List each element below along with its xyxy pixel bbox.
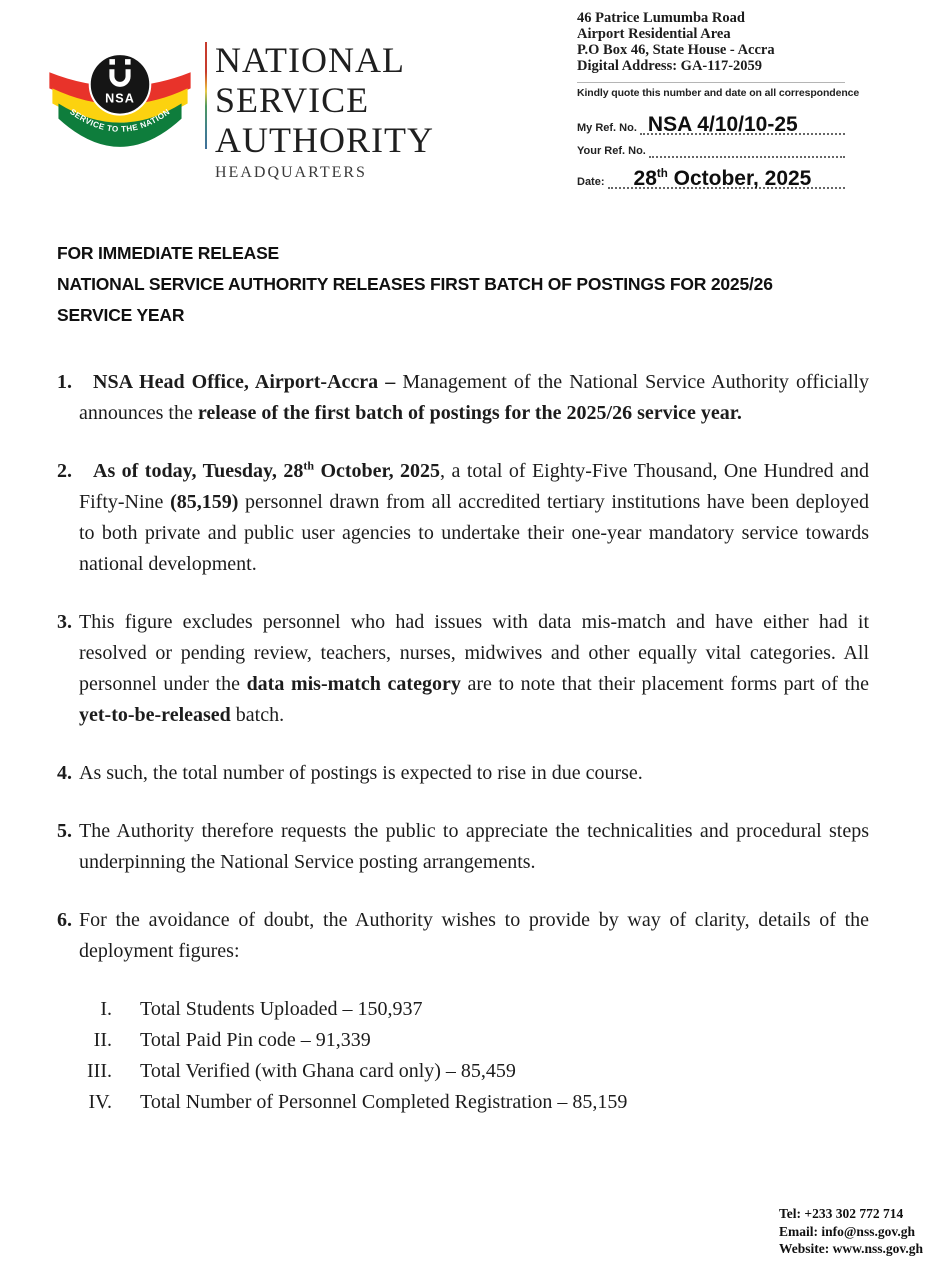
address-line: P.O Box 46, State House - Accra: [577, 42, 775, 58]
letterhead-divider: [205, 42, 207, 149]
paragraph-number: 6.: [57, 909, 72, 931]
deployment-list-item: [57, 1056, 869, 1087]
numbered-paragraph: [57, 816, 869, 878]
deployment-list: [57, 994, 869, 1118]
list-numeral: IV.: [88, 1091, 112, 1113]
my-ref-dotted-line: [640, 114, 845, 135]
contact-footer: [779, 1205, 923, 1258]
org-name-line: SERVICE: [215, 80, 370, 120]
address-block: [577, 10, 860, 190]
address-line: Digital Address: GA-117-2059: [577, 58, 763, 74]
paragraph-number: 4.: [57, 762, 72, 784]
list-numeral: III.: [87, 1060, 112, 1082]
deployment-list-item: [57, 994, 869, 1025]
date-label: Date:: [577, 176, 605, 188]
org-name-line: AUTHORITY: [215, 120, 434, 160]
list-numeral: II.: [93, 1029, 112, 1051]
your-ref-label: Your Ref. No.: [577, 145, 646, 157]
date-value: 28th October, 2025: [633, 167, 812, 190]
list-numeral: I.: [100, 998, 112, 1020]
address-line: 46 Patrice Lumumba Road: [577, 10, 745, 26]
date-dotted-line: [608, 164, 845, 189]
document-body: [57, 238, 869, 1118]
deployment-list-item: [57, 1025, 869, 1056]
your-ref-row: [577, 135, 845, 158]
paragraph-text: NSA Head Office, Airport-Accra – Management of the National Service Authority officially announces the release of the first batch of postings for the 2025/26 service year.: [79, 371, 869, 424]
correspondence-note: Kindly quote this number and date on all correspondence: [577, 87, 860, 99]
logo-motto: SERVICE TO THE NATION: [68, 107, 172, 134]
paragraph-text: As of today, Tuesday, 28th October, 2025, a total of Eighty-Five Thousand, One Hundred and Fifty-Nine (85,159) personnel drawn from all accredited tertiary institutions have been deployed to both private and public user agencies to undertake their one-year mandatory service towards national development.: [79, 458, 869, 575]
address-lines: [577, 10, 845, 74]
numbered-paragraph: [57, 905, 869, 967]
my-ref-value: NSA 4/10/10-25: [647, 113, 798, 136]
numbered-paragraph: [57, 607, 869, 731]
address-line: Airport Residential Area: [577, 26, 731, 42]
paragraph-text: As such, the total number of postings is expected to rise in due course.: [79, 762, 643, 784]
release-title-line: SERVICE YEAR: [57, 305, 185, 325]
date-row: [577, 158, 845, 189]
my-ref-label: My Ref. No.: [577, 122, 637, 134]
org-subtitle: HEADQUARTERS: [215, 164, 367, 181]
numbered-paragraph: [57, 456, 869, 580]
numbered-paragraph: [57, 758, 869, 789]
footer-tel: Tel: +233 302 772 714: [779, 1206, 904, 1221]
paragraph-text: The Authority therefore requests the public to appreciate the technicalities and procedural steps underpinning the National Service posting arrangements.: [79, 820, 869, 873]
list-item-text: Total Students Uploaded – 150,937: [140, 998, 423, 1020]
deployment-list-item: [57, 1087, 869, 1118]
nsa-emblem-icon: [44, 46, 196, 159]
paragraph-number: 2.: [57, 460, 72, 482]
org-wordmark: [215, 40, 434, 182]
paragraphs: [57, 367, 869, 967]
release-title: [57, 269, 869, 331]
your-ref-dotted-line: [649, 156, 845, 158]
logo-acronym: NSA: [105, 91, 135, 106]
nsa-logo: [44, 46, 196, 159]
numbered-paragraph: [57, 367, 869, 429]
list-item-text: Total Paid Pin code – 91,339: [140, 1029, 371, 1051]
my-ref-row: [577, 102, 845, 135]
list-item-text: Total Number of Personnel Completed Registration – 85,159: [140, 1091, 628, 1113]
paragraph-text: This figure excludes personnel who had issues with data mis-match and have either had it resolved or pending review, teachers, nurses, midwives and other equally vital categories. All personnel under the data mis-match category are to note that their placement forms part of the yet-to-be-released batch.: [79, 611, 869, 726]
paragraph-number: 1.: [57, 371, 72, 393]
release-tag: FOR IMMEDIATE RELEASE: [57, 243, 280, 263]
paragraph-number: 3.: [57, 611, 72, 633]
reference-block: [577, 82, 860, 190]
release-title-line: NATIONAL SERVICE AUTHORITY RELEASES FIRST BATCH OF POSTINGS FOR 2025/26: [57, 274, 773, 294]
footer-website: Website: www.nss.gov.gh: [779, 1241, 924, 1256]
org-name-line: NATIONAL: [215, 40, 405, 80]
footer-email: Email: info@nss.gov.gh: [779, 1223, 915, 1239]
paragraph-text: For the avoidance of doubt, the Authority wishes to provide by way of clarity, details of the deployment figures:: [79, 909, 869, 962]
paragraph-number: 5.: [57, 820, 72, 842]
list-item-text: Total Verified (with Ghana card only) – 85,459: [140, 1060, 516, 1082]
